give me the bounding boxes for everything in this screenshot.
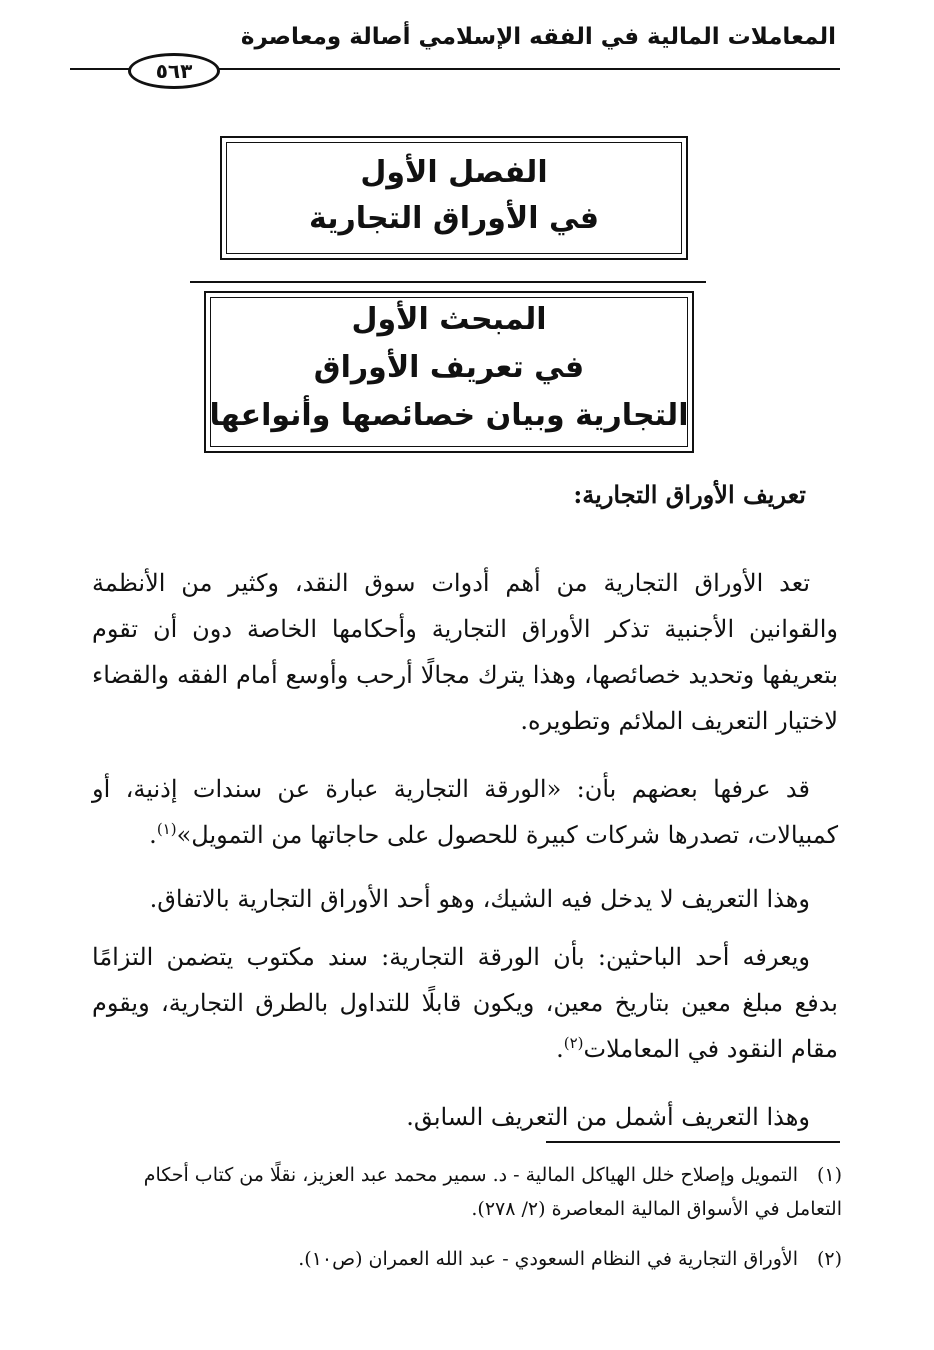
section-title-line-3: التجارية وبيان خصائصها وأنواعها xyxy=(209,398,689,433)
paragraph-5 xyxy=(92,1094,838,1140)
footnote-1-text: التمويل وإصلاح خلل الهياكل المالية - د. سمير محمد عبد العزيز، نقلًا من كتاب أحكام التعامل في الأسواق المالية المعاصرة (٢/ ٢٧٨). xyxy=(143,1164,842,1220)
paragraph-3 xyxy=(92,876,838,922)
chapter-title-box xyxy=(220,136,688,260)
section-title-box xyxy=(204,291,694,453)
footnote-2-mark: (٢) xyxy=(816,1248,842,1270)
section-divider xyxy=(190,281,706,283)
footnote-2-text: الأوراق التجارية في النظام السعودي - عبد الله العمران (ص١٠). xyxy=(298,1248,798,1270)
paragraph-4 xyxy=(92,934,838,1072)
paragraph-5-text: وهذا التعريف أشمل من التعريف السابق. xyxy=(406,1103,810,1131)
section-title-line-2: في تعريف الأوراق xyxy=(313,350,585,385)
section-title-line-1: المبحث الأول xyxy=(351,302,547,337)
paragraph-4-text: ويعرفه أحد الباحثين: بأن الورقة التجارية: سند مكتوب يتضمن التزامًا بدفع مبلغ معين بتاريخ معين، ويكون قابلًا للتداول بالطرق التجارية، ويقوم مقام النقود في المعاملات xyxy=(92,943,838,1063)
chapter-title-line-2: في الأوراق التجارية xyxy=(309,201,599,236)
definition-subheading: تعريف الأوراق التجارية: xyxy=(573,480,806,509)
footnote-ref-1[interactable]: (١) xyxy=(156,820,177,838)
paragraph-2-end: . xyxy=(149,821,157,849)
paragraph-1 xyxy=(92,560,838,744)
footnote-1 xyxy=(90,1158,842,1226)
page-number: ٥٦٣ xyxy=(128,53,220,89)
chapter-title-line-1: الفصل الأول xyxy=(360,155,548,190)
paragraph-2-text: قد عرفها بعضهم بأن: «الورقة التجارية عبارة عن سندات إذنية، أو كمبيالات، تصدرها شركات كبيرة للحصول على حاجاتها من التمويل» xyxy=(92,775,838,849)
paragraph-1-text: تعد الأوراق التجارية من أهم أدوات سوق النقد، وكثير من الأنظمة والقوانين الأجنبية تذكر الأوراق التجارية وأحكامها الخاصة دون أن تقوم بتعريفها وتحديد خصائصها، وهذا يترك مجالًا أرحب وأوسع أمام الفقه والقضاء لاختيار التعريف الملائم وتطويره. xyxy=(92,569,838,735)
paragraph-3-text: وهذا التعريف لا يدخل فيه الشيك، وهو أحد الأوراق التجارية بالاتفاق. xyxy=(149,885,810,913)
paragraph-4-end: . xyxy=(556,1035,564,1063)
footnote-ref-2[interactable]: (٢) xyxy=(563,1034,584,1052)
running-header-title: المعاملات المالية في الفقه الإسلامي أصالة ومعاصرة xyxy=(240,24,836,50)
footnote-separator xyxy=(546,1141,840,1143)
footnote-1-mark: (١) xyxy=(816,1164,842,1186)
paragraph-2 xyxy=(92,766,838,858)
footnote-2 xyxy=(90,1242,842,1276)
